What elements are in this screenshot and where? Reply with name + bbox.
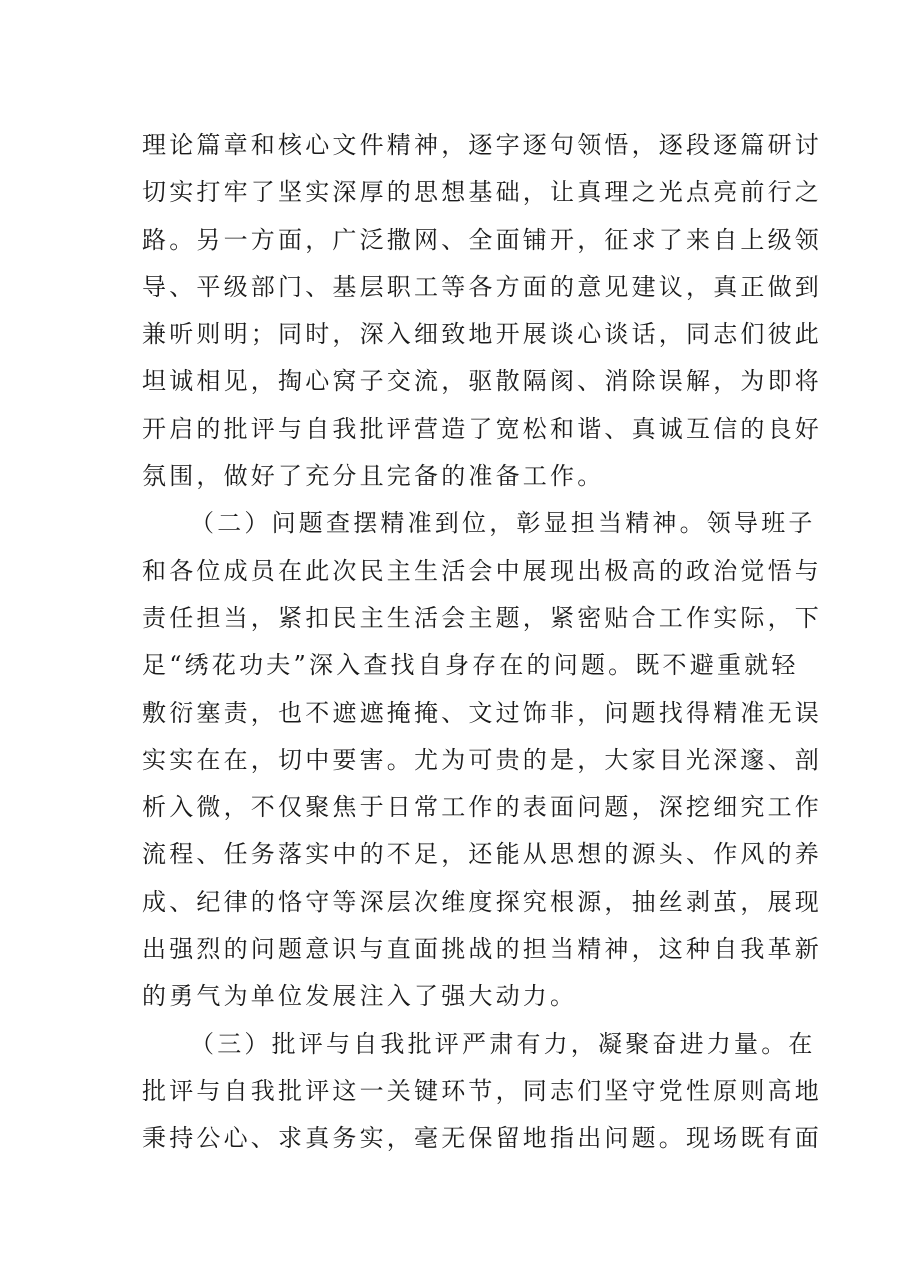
text-line: 流程、任务落实中的不足，还能从思想的源头、作风的养 bbox=[142, 840, 822, 869]
text-line: 足“绣花功夫”深入查找自身存在的问题。既不避重就轻 bbox=[142, 651, 799, 680]
text-line: 责任担当，紧扣民主生活会主题，紧密贴合工作实际，下 bbox=[142, 603, 822, 632]
text-line: 坦诚相见，掏心窝子交流，驱散隔阂、消除误解，为即将 bbox=[142, 367, 822, 396]
text-line: 成、纪律的恪守等深层次维度探究根源，抽丝剥茧，展现 bbox=[142, 887, 822, 916]
text-line: 秉持公心、求真务实，毫无保留地指出问题。现场既有面 bbox=[142, 1124, 822, 1153]
paragraph-heading-line: （二）问题查摆精准到位，彰显担当精神。领导班子 bbox=[190, 509, 816, 538]
text-line: 和各位成员在此次民主生活会中展现出极高的政治觉悟与 bbox=[142, 556, 822, 585]
text-line: 敷衍塞责，也不遮遮掩掩、文过饰非，问题找得精准无误 bbox=[142, 698, 822, 727]
text-line: 出强烈的问题意识与直面挑战的担当精神，这种自我革新 bbox=[142, 935, 822, 964]
body-text bbox=[142, 122, 822, 1163]
paragraph-heading-line: （三）批评与自我批评严肃有力，凝聚奋进力量。在 bbox=[190, 1029, 816, 1058]
text-line: 实实在在，切中要害。尤为可贵的是，大家目光深邃、剖 bbox=[142, 745, 822, 774]
text-line: 路。另一方面，广泛撒网、全面铺开，征求了来自上级领 bbox=[142, 225, 822, 254]
text-line: 氛围，做好了充分且完备的准备工作。 bbox=[142, 462, 605, 491]
text-line: 导、平级部门、基层职工等各方面的意见建议，真正做到 bbox=[142, 272, 822, 301]
text-line: 批评与自我批评这一关键环节，同志们坚守党性原则高地 bbox=[142, 1076, 822, 1105]
text-line: 开启的批评与自我批评营造了宽松和谐、真诚互信的良好 bbox=[142, 414, 822, 443]
text-line: 切实打牢了坚实深厚的思想基础，让真理之光点亮前行之 bbox=[142, 178, 822, 207]
text-line: 析入微，不仅聚焦于日常工作的表面问题，深挖细究工作 bbox=[142, 793, 822, 822]
text-line: 理论篇章和核心文件精神，逐字逐句领悟，逐段逐篇研讨 bbox=[142, 131, 822, 159]
text-line: 兼听则明；同时，深入细致地开展谈心谈话，同志们彼此 bbox=[142, 320, 822, 349]
text-line: 的勇气为单位发展注入了强大动力。 bbox=[142, 982, 578, 1011]
